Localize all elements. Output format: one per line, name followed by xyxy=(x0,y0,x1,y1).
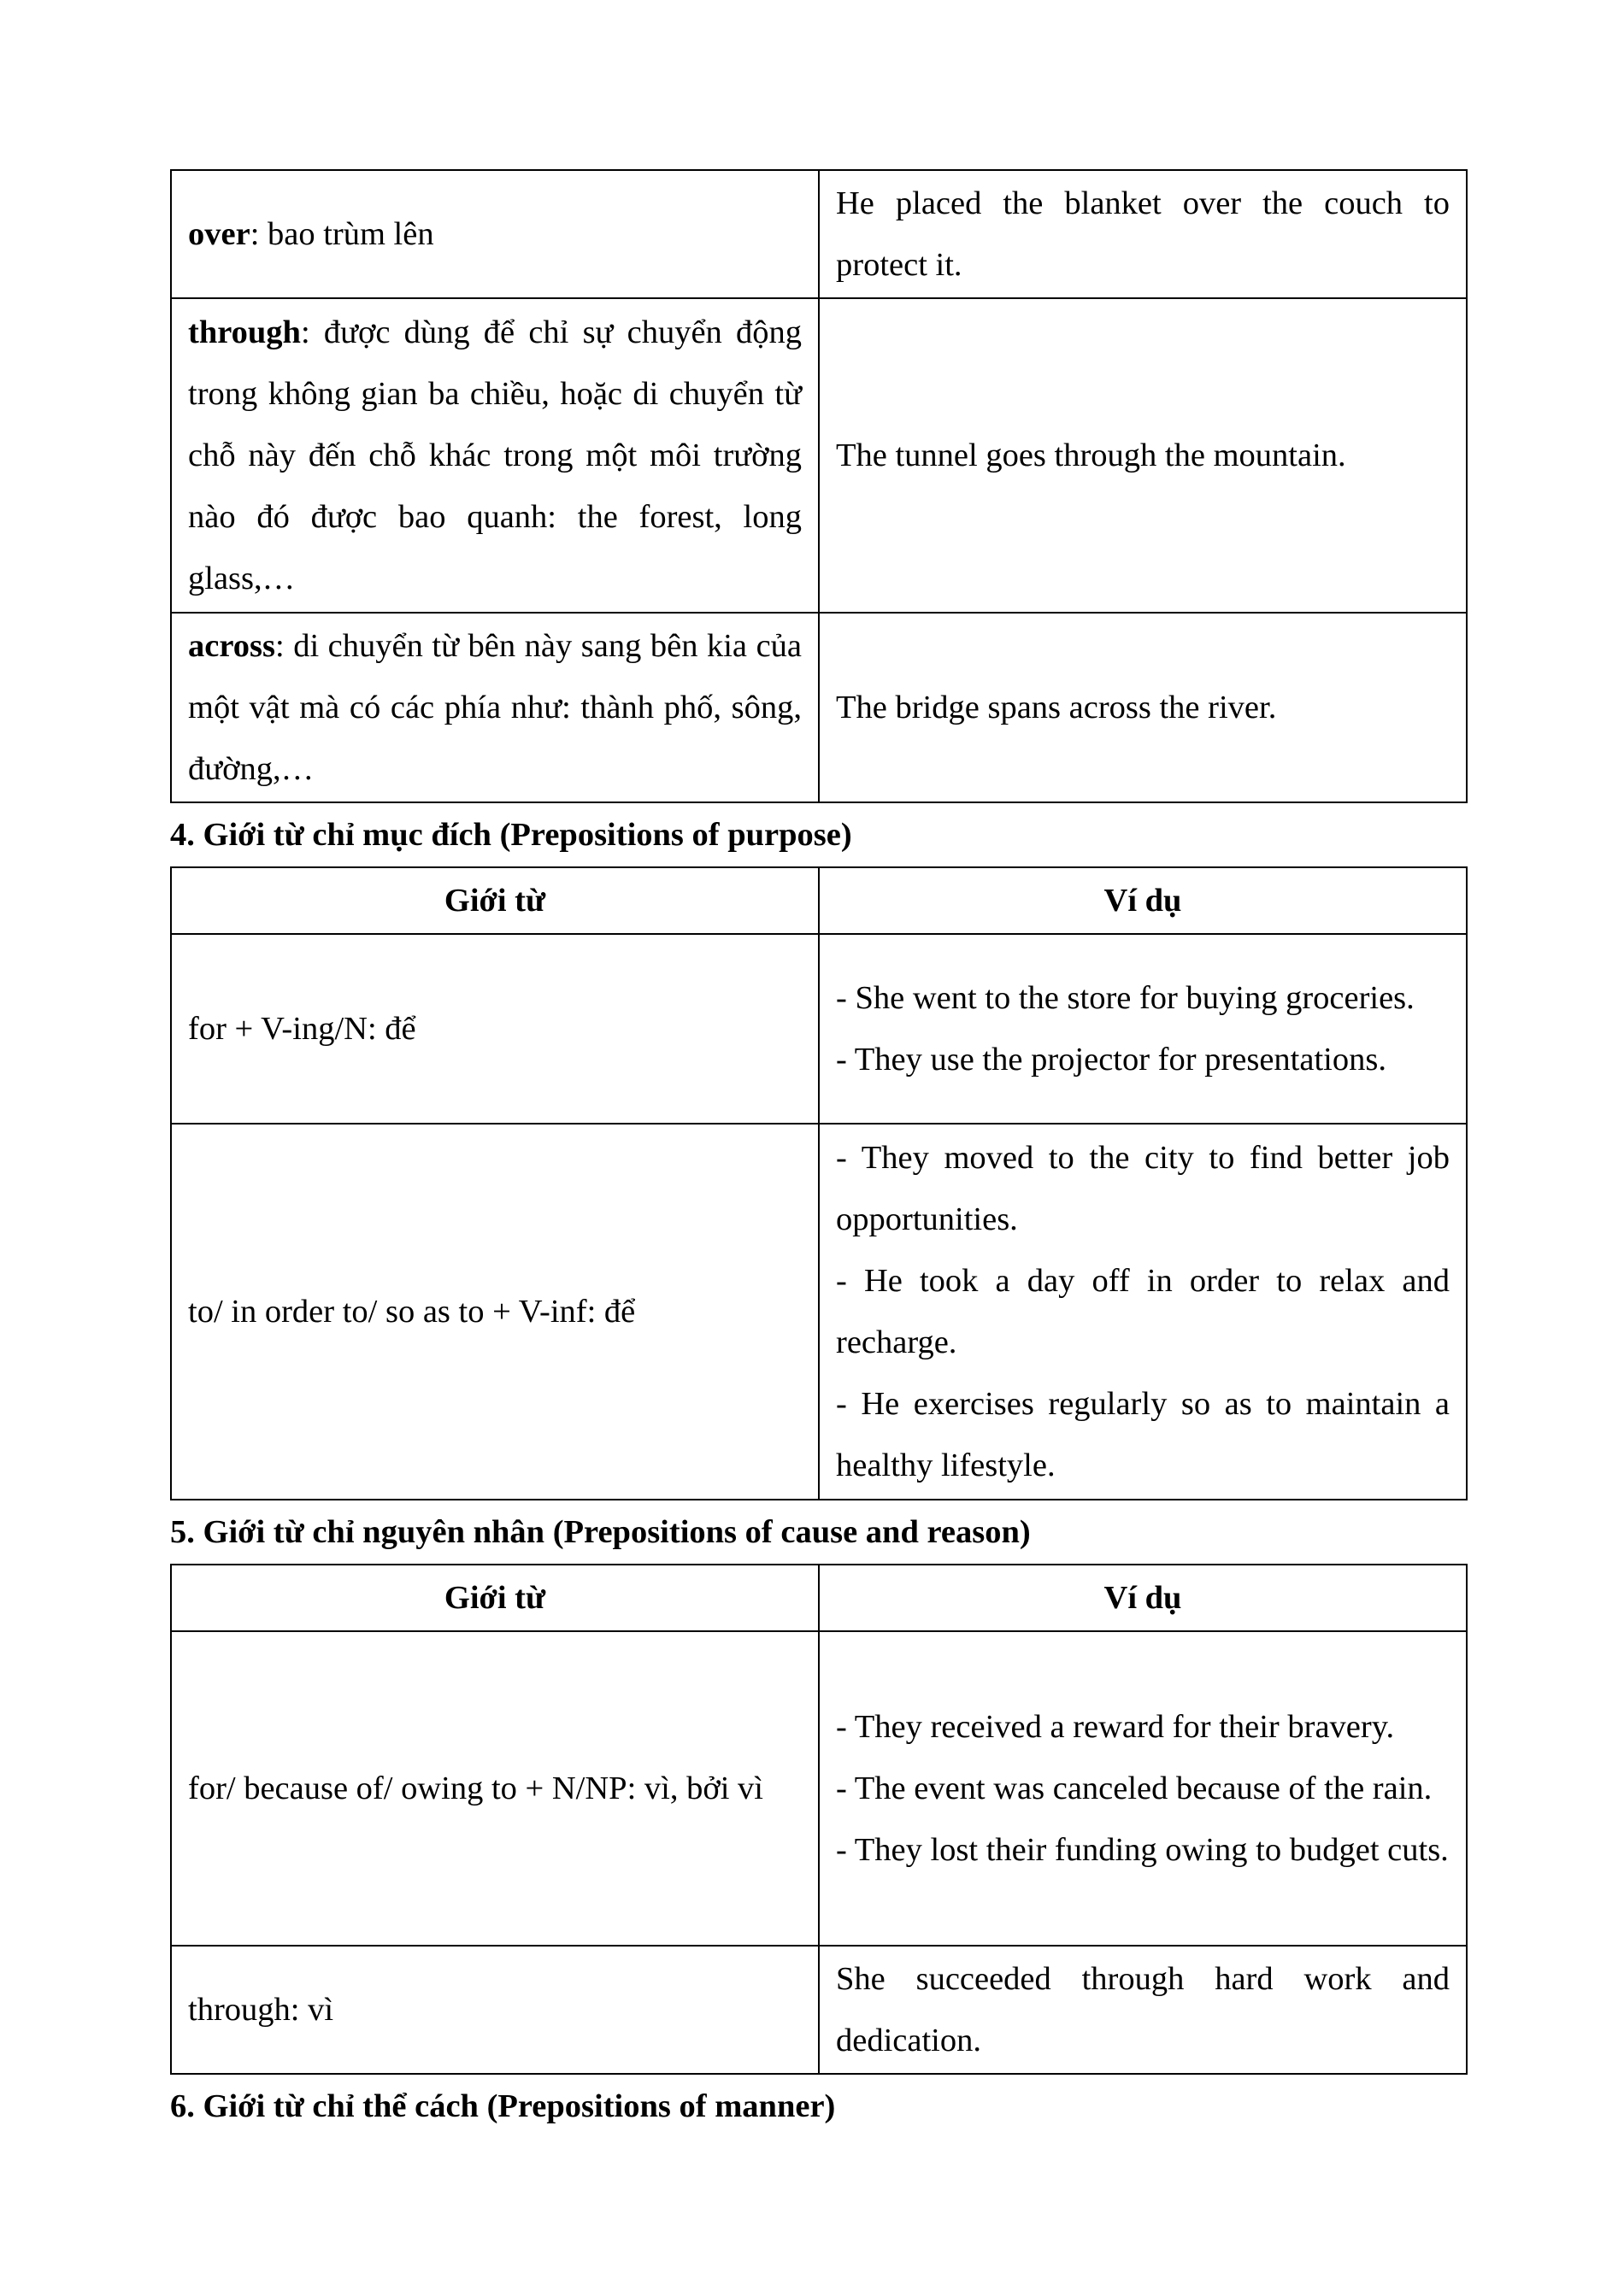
example-line: - The event was canceled because of the rain. xyxy=(836,1770,1433,1806)
section-heading-purpose: 4. Giới từ chỉ mục đích (Prepositions of purpose) xyxy=(170,817,852,853)
example-cell xyxy=(819,1946,1467,2074)
section-heading-manner: 6. Giới từ chỉ thể cách (Prepositions of manner) xyxy=(170,2088,836,2124)
example-line: - He exercises regularly so as to maintain a healthy lifestyle. xyxy=(836,1386,1450,1483)
purpose-prepositions-table xyxy=(170,866,1468,1500)
example-cell: The tunnel goes through the mountain. xyxy=(819,298,1467,613)
preposition-cell xyxy=(171,298,819,613)
table-row xyxy=(171,934,1467,1124)
preposition-term: across xyxy=(188,628,275,664)
preposition-definition: : bao trùm lên xyxy=(250,216,434,252)
table-row xyxy=(171,613,1467,802)
preposition-cell: through: vì xyxy=(171,1946,819,2074)
table-row xyxy=(171,1631,1467,1946)
table-row xyxy=(171,1124,1467,1500)
table-header-row xyxy=(171,867,1467,934)
table-header-row xyxy=(171,1565,1467,1631)
example-cell xyxy=(819,1631,1467,1946)
example-line: - They moved to the city to find better job opportunities. xyxy=(836,1140,1450,1237)
example-cell xyxy=(819,1124,1467,1500)
cause-prepositions-table xyxy=(170,1564,1468,2075)
example-line: - She went to the store for buying groceries. xyxy=(836,980,1415,1016)
preposition-term: through xyxy=(188,314,301,350)
column-header-example: Ví dụ xyxy=(819,1565,1467,1631)
example-line: - They received a reward for their bravery. xyxy=(836,1709,1395,1745)
column-header-preposition: Giới từ xyxy=(171,867,819,934)
preposition-cell: to/ in order to/ so as to + V-inf: để xyxy=(171,1124,819,1500)
preposition-definition: : được dùng để chỉ sự chuyển động trong không gian ba chiều, hoặc di chuyển từ chỗ này đến chỗ khác trong một môi trường nào đó được bao quanh: the forest, long glass,… xyxy=(188,314,802,596)
preposition-term: over xyxy=(188,216,250,252)
preposition-cell: for + V-ing/N: để xyxy=(171,934,819,1124)
example-line: She succeeded through hard work and dedication. xyxy=(836,1961,1450,2058)
example-cell: The bridge spans across the river. xyxy=(819,613,1467,802)
column-header-example: Ví dụ xyxy=(819,867,1467,934)
column-header-preposition: Giới từ xyxy=(171,1565,819,1631)
table-row xyxy=(171,170,1467,298)
table-row xyxy=(171,1946,1467,2074)
example-line: - He took a day off in order to relax and recharge. xyxy=(836,1263,1450,1360)
example-line: - They use the projector for presentations. xyxy=(836,1042,1386,1078)
document-page xyxy=(170,169,1466,2138)
example-line: - They lost their funding owing to budget cuts. xyxy=(836,1832,1449,1868)
preposition-cell: for/ because of/ owing to + N/NP: vì, bởi vì xyxy=(171,1631,819,1946)
example-cell xyxy=(819,934,1467,1124)
preposition-definition: : di chuyển từ bên này sang bên kia của một vật mà có các phía như: thành phố, sông, đường,… xyxy=(188,628,802,787)
example-cell: He placed the blanket over the couch to protect it. xyxy=(819,170,1467,298)
section-heading-cause: 5. Giới từ chỉ nguyên nhân (Prepositions of cause and reason) xyxy=(170,1514,1031,1550)
spatial-prepositions-table xyxy=(170,169,1468,803)
preposition-cell xyxy=(171,613,819,802)
table-row xyxy=(171,298,1467,613)
preposition-cell xyxy=(171,170,819,298)
